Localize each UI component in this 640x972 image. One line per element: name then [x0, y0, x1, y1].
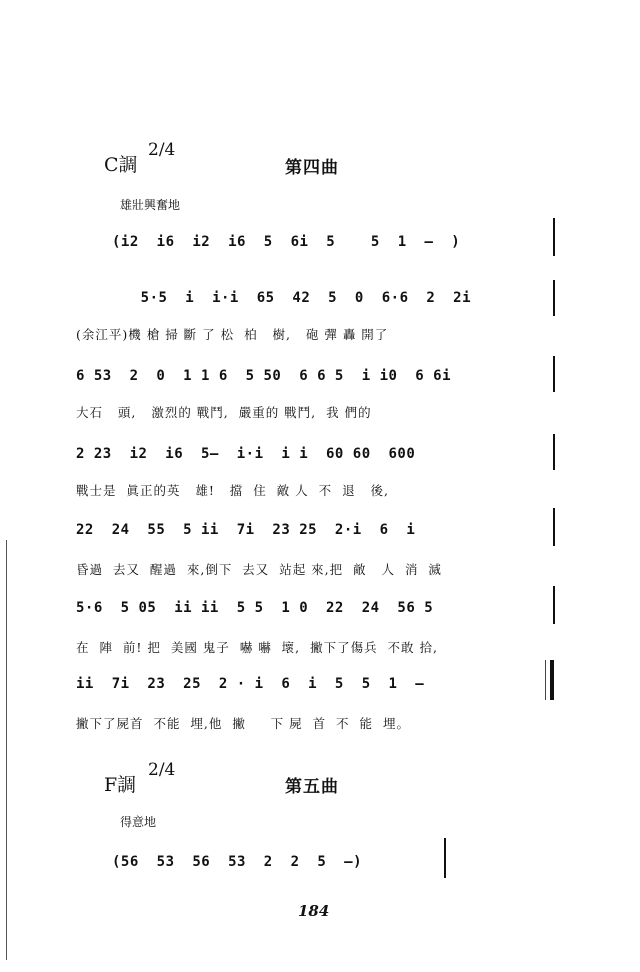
song4-key-signature: [104, 140, 176, 177]
song4-notation-line-7: ii 7i 23 25 2 · i 6 i 5 5 1 —: [76, 676, 425, 692]
song5-title: 第五曲: [285, 777, 339, 797]
song4-barline: [553, 508, 555, 546]
song4-lyrics-line-6: 在 陣 前! 把 美國 鬼子 嚇 嚇 壞, 撇下了傷兵 不敢 拾,: [76, 640, 438, 655]
page-number: 184: [298, 902, 330, 920]
song4-time-signature: 2/4: [148, 140, 176, 160]
song4-lyrics-line-4: 戰士是 眞正的英 雄! 擋 住 敵 人 不 退 後,: [76, 483, 389, 498]
song5-time-signature: 2/4: [148, 760, 176, 780]
song5-tempo-marking: 得意地: [120, 815, 157, 829]
song4-lyrics-line-5: 昏過 去又 醒過 來,倒下 去又 站起 來,把 敵 人 消 滅: [76, 562, 442, 577]
song4-notation-line-6: 5·6 5 05 ii ii 5 5 1 0 22 24 56 5: [76, 600, 434, 616]
song4-lyrics-line-7: 撇下了屍首 不能 埋,他 撇 下 屍 首 不 能 埋。: [76, 716, 410, 731]
song5-notation-line-1: (56 53 56 53 2 2 5 —): [112, 854, 363, 870]
song4-barline: [553, 280, 555, 316]
song4-barline: [553, 586, 555, 624]
song5-key: F調: [104, 774, 137, 796]
song4-tempo-marking: 雄壯興奮地: [120, 198, 181, 212]
song4-final-barline-thin: [545, 660, 546, 700]
song4-notation-line-1: (i2 i6 i2 i6 5 6i 5 5 1 — ): [112, 234, 461, 250]
song4-barline: [553, 218, 555, 256]
song4-notation-line-2: 5·5 i i·i 65 42 5 0 6·6 2 2i: [96, 290, 472, 306]
song4-barline: [553, 356, 555, 392]
song4-notation-line-3: 6 53 2 0 1 1 6 5 50 6 6 5 i i0 6 6i: [76, 368, 452, 384]
song4-final-barline: [550, 660, 554, 700]
page-edge-mark: [6, 540, 7, 960]
song4-lyrics-line-2: (余江平)機 槍 掃 斷 了 松 柏 樹, 砲 彈 轟 開了: [76, 327, 389, 342]
song4-notation-line-4: 2 23 i2 i6 5— i·i i i 60 60 600: [76, 446, 416, 462]
song4-lyrics-line-3: 大石 頭, 激烈的 戰鬥, 嚴重的 戰鬥, 我 們的: [76, 405, 372, 420]
song5-key-signature: [104, 760, 176, 797]
song4-key: C調: [104, 154, 138, 176]
song4-notation-line-5: 22 24 55 5 ii 7i 23 25 2·i 6 i: [76, 522, 416, 538]
song4-barline: [553, 434, 555, 470]
song4-title: 第四曲: [285, 158, 339, 178]
song5-barline: [444, 838, 446, 878]
